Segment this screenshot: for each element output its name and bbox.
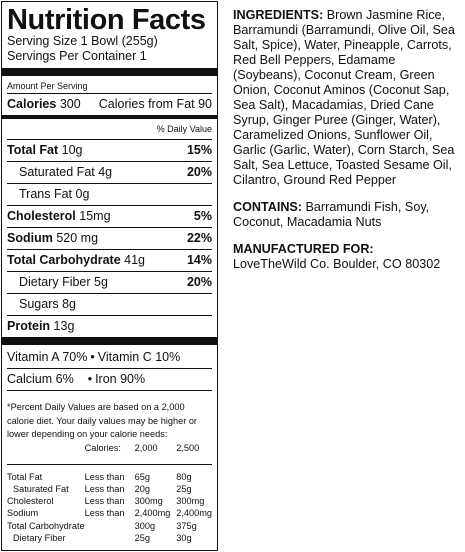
contains-text: Barramundi Fish, Soy, Coconut, Macadamia Nuts bbox=[233, 200, 430, 229]
dv-table-cell: Sodium bbox=[7, 508, 39, 519]
ingredients-text: Brown Jasmine Rice, Barramundi (Barramundi, Olive Oil, Sea Salt, Spice), Water, Pineapple, Carrots, Red Bell Peppers, Edamame (Soybeans), Coconut Cream, Green Onion, Coconut Aminos (Coconut Sap, Sea Salt), Macadamias, Dried Cane Syrup, Ginger Puree (Ginger, Water), Caramelized Onions, Sunflower Oil, Garlic (Garlic, Water), Corn Starch, Sea Salt, Sea Lettuce, Toasted Sesame Oil, Cilantro, Ground Red Pepper bbox=[233, 8, 455, 187]
dv-table-cell: 2,400mg bbox=[134, 508, 171, 519]
dv-table-header-cell bbox=[7, 442, 85, 465]
calories-label: Calories bbox=[7, 97, 57, 111]
calories-value: 300 bbox=[59, 97, 81, 111]
calories-row bbox=[7, 93, 212, 115]
nutrient-amount: 8g bbox=[62, 297, 76, 311]
dv-table-header-cell: Calories: bbox=[84, 442, 121, 453]
protein-row bbox=[7, 315, 212, 337]
bullet: • bbox=[87, 372, 93, 386]
nutrient-amount: 520 mg bbox=[56, 231, 99, 245]
dv-table-cell: 300mg bbox=[134, 496, 163, 507]
manufacturer-label: MANUFACTURED FOR: bbox=[233, 242, 374, 256]
dv-table-cell: Less than bbox=[84, 483, 125, 494]
nutrient-amount: 13g bbox=[53, 319, 75, 333]
sugars-row bbox=[7, 293, 212, 315]
daily-value-header: % Daily Value bbox=[156, 124, 212, 134]
ingredients-section bbox=[233, 8, 462, 188]
trans-fat-row bbox=[7, 183, 212, 205]
nutrient-label: Total Fat bbox=[7, 143, 59, 157]
nutrient-label: Trans Fat bbox=[19, 187, 73, 201]
nutrient-amount: 4g bbox=[98, 165, 113, 179]
manufacturer-text: LoveTheWild Co. Boulder, CO 80302 bbox=[233, 257, 441, 271]
cholesterol-row bbox=[7, 205, 212, 227]
ingredients-label: INGREDIENTS: bbox=[233, 8, 324, 22]
nutrition-facts-title: Nutrition Facts bbox=[7, 4, 206, 36]
bullet: • bbox=[90, 350, 95, 364]
dv-table-cell: Dietary Fiber bbox=[13, 532, 66, 543]
dv-table-cell: 30g bbox=[176, 532, 192, 543]
dv-table-header-cell: 2,500 bbox=[176, 442, 200, 453]
dv-table-row bbox=[7, 471, 212, 483]
total-carbohydrate-row bbox=[7, 249, 212, 271]
nutrient-dv: 20% bbox=[186, 275, 212, 289]
nutrient-label: Sodium bbox=[7, 231, 53, 245]
nutrient-dv: 5% bbox=[193, 209, 212, 223]
dv-table-cell: 20g bbox=[134, 483, 150, 494]
dv-table-cell: Less than bbox=[84, 471, 125, 482]
dv-table-cell: Saturated Fat bbox=[13, 483, 69, 494]
total-fat-row bbox=[7, 139, 212, 161]
nutrient-label: Protein bbox=[7, 319, 51, 333]
vitamins-row bbox=[7, 345, 212, 368]
dv-table-cell: Total Carbohydrate bbox=[7, 520, 85, 531]
contains-label: CONTAINS: bbox=[233, 200, 303, 214]
dv-table-cell: 80g bbox=[176, 471, 192, 482]
dv-table-cell: 300mg bbox=[176, 496, 205, 507]
thick-divider bbox=[2, 337, 217, 345]
nutrient-dv: 15% bbox=[186, 143, 212, 157]
nutrient-amount: 41g bbox=[124, 253, 146, 267]
nutrient-amount: 15mg bbox=[79, 209, 111, 223]
nutrition-facts-panel bbox=[1, 1, 218, 551]
ingredients-column bbox=[233, 8, 462, 284]
calcium: Calcium 6% bbox=[7, 372, 74, 386]
iron: Iron 90% bbox=[95, 372, 146, 386]
dv-table-cell: Cholesterol bbox=[7, 496, 54, 507]
manufacturer-section bbox=[233, 242, 462, 272]
nutrient-dv: 22% bbox=[186, 231, 212, 245]
dv-table-cell: Less than bbox=[84, 508, 125, 519]
dv-table-cell: 25g bbox=[176, 483, 192, 494]
minerals-row bbox=[7, 369, 212, 390]
daily-value-table bbox=[7, 442, 212, 544]
serving-size: Serving Size 1 Bowl (255g) bbox=[7, 34, 158, 48]
dv-table-row bbox=[7, 532, 212, 544]
vitamin-a: Vitamin A 70% bbox=[7, 350, 88, 364]
dv-table-row bbox=[7, 483, 212, 495]
dv-table-cell: 375g bbox=[176, 520, 197, 531]
amount-per-serving: Amount Per Serving bbox=[7, 81, 88, 91]
calories-from-fat: Calories from Fat 90 bbox=[98, 97, 212, 111]
nutrient-label: Total Carbohydrate bbox=[7, 253, 121, 267]
saturated-fat-row bbox=[7, 161, 212, 183]
dv-table-cell bbox=[85, 520, 135, 532]
dietary-fiber-row bbox=[7, 271, 212, 293]
nutrient-label: Sugars bbox=[19, 297, 59, 311]
nutrient-amount: 0g bbox=[75, 187, 90, 201]
dv-table-cell: 25g bbox=[134, 532, 150, 543]
dv-table-cell: Less than bbox=[84, 496, 125, 507]
dv-table-cell: 65g bbox=[134, 471, 150, 482]
dv-table-header-cell: 2,000 bbox=[134, 442, 158, 453]
nutrient-label: Cholesterol bbox=[7, 209, 76, 223]
nutrient-dv: 14% bbox=[186, 253, 212, 267]
nutrient-label: Saturated Fat bbox=[19, 165, 95, 179]
dv-table-row bbox=[7, 507, 212, 519]
nutrient-dv: 20% bbox=[186, 165, 212, 179]
servings-per-container: Servings Per Container 1 bbox=[7, 49, 147, 63]
contains-section bbox=[233, 200, 462, 230]
dv-table-cell: 300g bbox=[134, 520, 156, 531]
sodium-row bbox=[7, 227, 212, 249]
dv-table-row bbox=[7, 520, 212, 532]
daily-value-footnote: *Percent Daily Values are based on a 2,000 calorie diet. Your daily values may be higher or lower depending on your calorie needs: bbox=[7, 402, 197, 439]
nutrient-amount: 10g bbox=[61, 143, 83, 157]
dv-table-cell: Total Fat bbox=[7, 471, 43, 482]
dv-table-cell: 2,400mg bbox=[176, 508, 212, 519]
dv-table-cell bbox=[85, 532, 135, 544]
dv-table-row bbox=[7, 495, 212, 507]
nutrient-label: Dietary Fiber bbox=[19, 275, 91, 289]
dv-table-header bbox=[7, 442, 212, 465]
vitamin-c: Vitamin C 10% bbox=[97, 350, 181, 364]
nutrient-amount: 5g bbox=[94, 275, 108, 289]
thick-divider bbox=[2, 68, 217, 76]
